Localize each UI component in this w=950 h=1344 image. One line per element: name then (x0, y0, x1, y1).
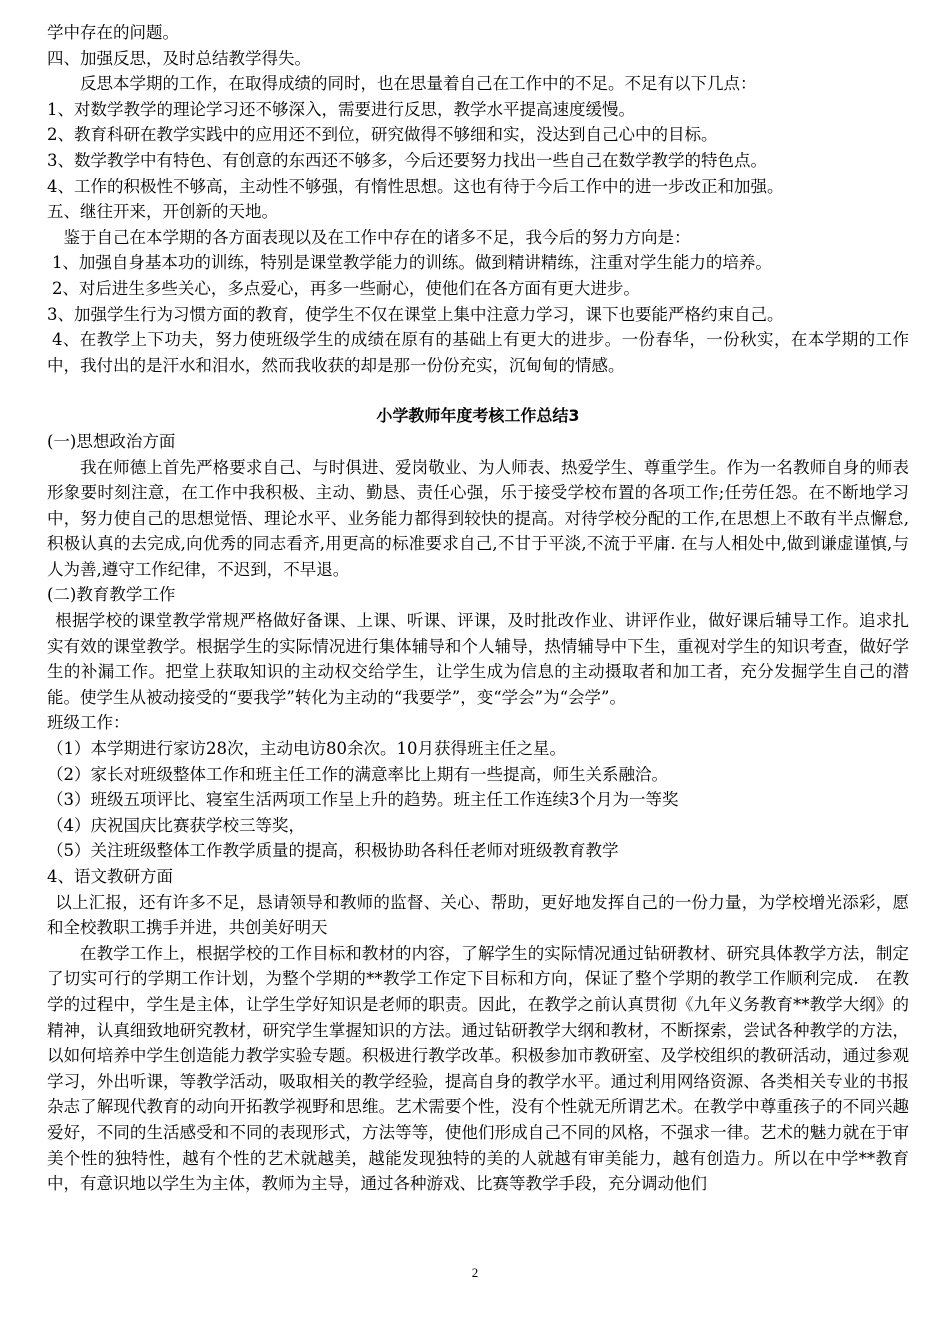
paragraph: (二)教育教学工作 (47, 585, 176, 605)
paragraph: （5）关注班级整体工作教学质量的提高，积极协助各科任老师对班级教育教学 (47, 841, 619, 861)
paragraph: （4）庆祝国庆比赛获学校三等奖， (47, 815, 305, 835)
paragraph: 以上汇报，还有许多不足，恳请领导和教师的监督、关心、帮助，更好地发挥自己的一份力量，为学校增光添彩，愿和全校教职工携手并进，共创美好明天 (47, 892, 909, 938)
paragraph: 在教学工作上，根据学校的工作目标和教材的内容，了解学生的实际情况通过钻研教材、研究具体教学方法，制定了切实可行的学期工作计划，为整个学期的**教学工作定下目标和方向，保证了整个学期的教学工作顺利完成. 在教学的过程中，学生是主体，让学生学好知识是老师的职责。因此，在教学之前认真贯彻《九年义务教育**教学大纲》的精神，认真细致地研究教材，研究学生掌握知识的方法。通过钻研教学大纲和教材，不断探索，尝试各种教学的方法，以如何培养中学生创造能力教学实验专题。积极进行教学改革。积极参加市教研室、及学校组织的教研活动，通过参观学习，外出听课，等教学活动，吸取相关的教学经验，提高自身的教学水平。通过利用网络资源、各类相关专业的书报杂志了解现代教育的动向开拓教学视野和思维。艺术需要个性，没有个性就无所谓艺术。在教学中尊重孩子的不同兴趣爱好，不同的生活感受和不同的表现形式，方法等等，使他们形成自己不同的风格，不强求一律。艺术的魅力就在于审美个性的独特性，越有个性的艺术就越美，越能发现独特的美的人就越有审美能力，越有创造力。所以在中学**教育中，有意识地以学生为主体，教师为主导，通过各种游戏、比赛等教学手段，充分调动他们 (47, 943, 909, 1194)
paragraph: 3、数学教学中有特色、有创意的东西还不够多，今后还要努力找出一些自己在数学教学的特色点。 (47, 150, 767, 170)
paragraph: 4、在教学上下功夫，努力使班级学生的成绩在原有的基础上有更大的进步。一份春华，一份秋实，在本学期的工作中，我付出的是汗水和泪水，然而我收获的却是那一份份充实，沉甸甸的情感。 (47, 330, 909, 375)
paragraph: （2）家长对班级整体工作和班主任工作的满意率比上期有一些提高，师生关系融洽。 (47, 764, 668, 784)
paragraph: 4、工作的积极性不够高，主动性不够强，有惰性思想。这也有待于今后工作中的进一步改正和加强。 (47, 176, 784, 196)
paragraph: 鉴于自己在本学期的各方面表现以及在工作中存在的诸多不足，我今后的努力方向是： (63, 227, 691, 247)
paragraph: 1、对数学教学的理论学习还不够深入，需要进行反思，教学水平提高速度缓慢。 (47, 99, 635, 119)
paragraph: 班级工作： (47, 713, 130, 733)
paragraph: 根据学校的课堂教学常规严格做好备课、上课、听课、评课，及时批改作业、讲评作业，做好课后辅导工作。追求扎实有效的课堂教学。根据学生的实际情况进行集体辅导和个人辅导，热情辅导中下生，重视对学生的知识考查，做好学生的补漏工作。把堂上获取知识的主动权交给学生，让学生成为信息的主动摄取者和加工者，充分发掘学生自己的潜能。使学生从被动接受的“要我学”转化为主动的“我要学”，变“学会”为“会学”。 (47, 611, 909, 707)
paragraph: 反思本学期的工作，在取得成绩的同时，也在思量着自己在工作中的不足。不足有以下几点： (80, 74, 757, 94)
paragraph: （1）本学期进行家访28次，主动电访80余次。10月获得班主任之星。 (47, 739, 566, 759)
document-body (47, 20, 909, 1197)
paragraph: 学中存在的问题。 (47, 23, 179, 42)
paragraph: 1、加强自身基本功的训练，特别是课堂教学能力的训练。做到精讲精练，注重对学生能力的培养。 (51, 253, 772, 273)
paragraph: 2、对后进生多些关心，多点爱心，再多一些耐心，使他们在各方面有更大进步。 (51, 278, 640, 298)
page-number: 2 (471, 1265, 479, 1280)
paragraph: 我在师德上首先严格要求自己、与时俱进、爱岗敬业、为人师表、热爱学生、尊重学生。作为一名教师自身的师表形象要时刻注意，在工作中我积极、主动、勤恳、责任心强，乐于接受学校布置的各项工作;任劳任怨。在不断地学习中，努力使自己的思想觉悟、理论水平、业务能力都得到较快的提高。对待学校分配的工作,在思想上不敢有半点懈怠,积极认真的去完成,向优秀的同志看齐,用更高的标准要求自己,不甘于平淡,不流于平庸. 在与人相处中,做到谦虚谨慎,与人为善,遵守工作纪律，不迟到，不早退。 (47, 457, 909, 579)
paragraph: 四、加强反思，及时总结教学得失。 (47, 48, 311, 68)
paragraph: 五、继往开来，开创新的天地。 (47, 202, 278, 222)
paragraph: 2、教育科研在教学实践中的应用还不到位，研究做得不够细和实，没达到自己心中的目标。 (47, 125, 718, 145)
section-title: 小学教师年度考核工作总结3 (376, 406, 580, 426)
paragraph: （3）班级五项评比、寝室生活两项工作呈上升的趋势。班主任工作连续3个月为一等奖 (47, 790, 679, 810)
paragraph: (一)思想政治方面 (47, 431, 176, 451)
paragraph: 3、加强学生行为习惯方面的教育，使学生不仅在课堂上集中注意力学习，课下也要能严格约束自己。 (47, 304, 784, 324)
paragraph: 4、语文教研方面 (47, 867, 173, 886)
